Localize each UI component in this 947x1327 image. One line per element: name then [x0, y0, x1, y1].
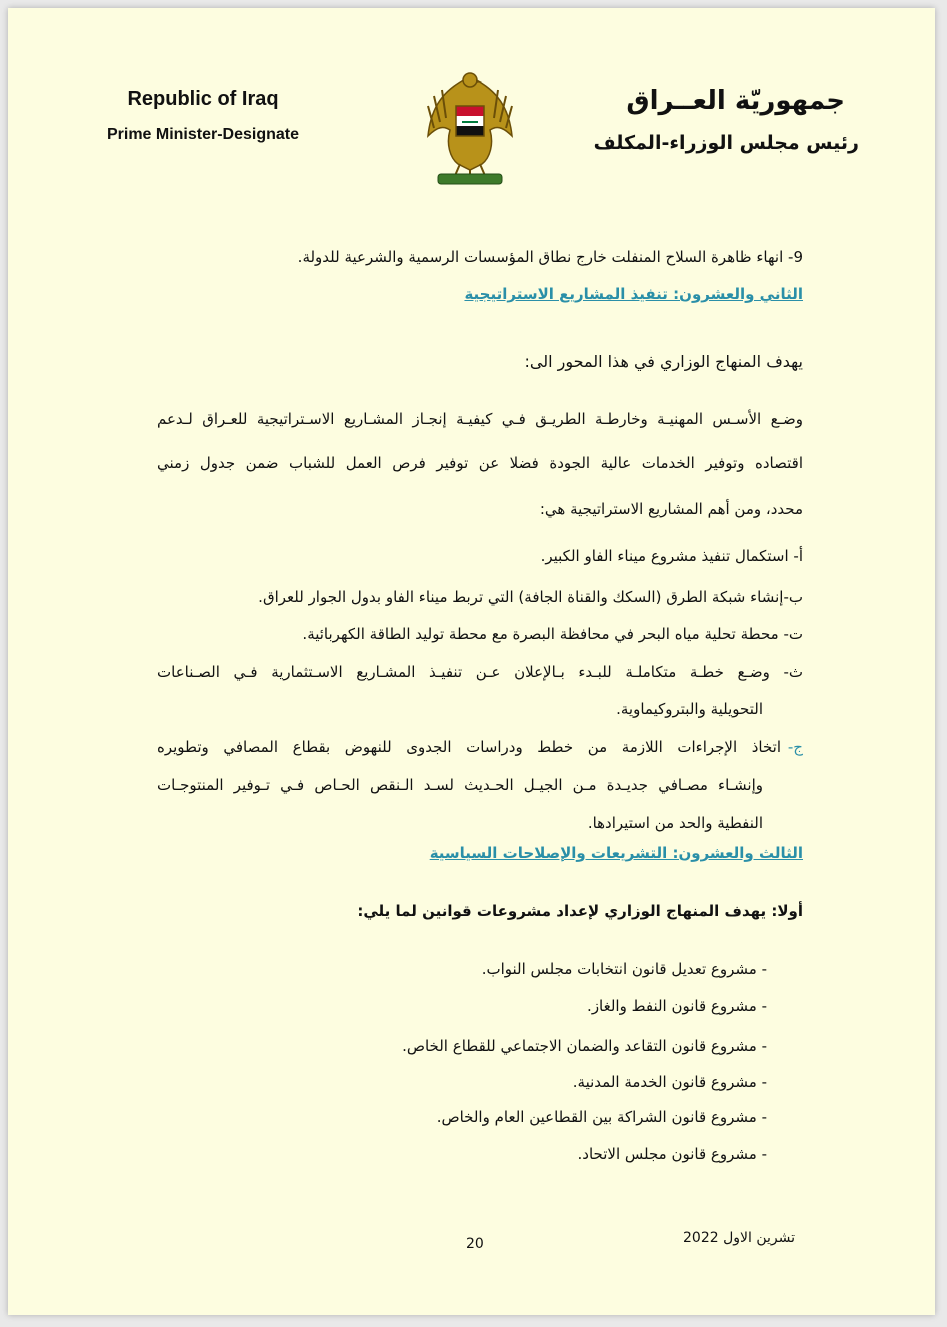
- law-item: - مشروع قانون التقاعد والضمان الاجتماعي للقطاع الخاص.: [402, 1037, 767, 1055]
- list-item-th-cont: التحويلية والبتروكيماوية.: [616, 700, 763, 718]
- footer-date: تشرين الاول 2022: [683, 1230, 796, 1246]
- list-item-j-cont: النفطية والحد من استيرادها.: [587, 814, 763, 832]
- item-9-line: 9- انهاء ظاهرة السلاح المنفلت خارج نطاق المؤسسات الرسمية والشرعية للدولة.: [297, 248, 803, 266]
- header-ar-title: جمهوريّة العــراق: [626, 86, 845, 116]
- paragraph-line: اقتصاده وتوفير الخدمات عالية الجودة فضلا عن توفير فرص العمل للشباب ضمن جدول زمني: [157, 454, 803, 472]
- header-en-subtitle: Prime Minister-Designate: [106, 126, 300, 143]
- section-22-heading: الثاني والعشرون: تنفيذ المشاريع الاستراتيجية: [464, 285, 803, 303]
- list-item-j-cont: وإنشـاء مصـافي جديـدة مـن الجيـل الحـديث لسـد الـنقص الحـاص فـي تـوفير المنتوجـات: [157, 776, 763, 794]
- list-item-t: ت- محطة تحلية مياه البحر في محافظة البصرة مع محطة توليد الطاقة الكهربائية.: [302, 625, 803, 643]
- law-item: - مشروع تعديل قانون انتخابات مجلس النواب.: [481, 960, 767, 978]
- law-item: - مشروع قانون الشراكة بين القطاعين العام والخاص.: [436, 1108, 767, 1126]
- list-item-b: ب-إنشاء شبكة الطرق (السكك والقناة الجافة) التي تربط ميناء الفاو بدول الجوار للعراق.: [258, 588, 803, 606]
- header-ar-subtitle: رئيس مجلس الوزراء-المكلف: [593, 132, 859, 154]
- section-23-first: أولا: يهدف المنهاج الوزاري لإعداد مشروعات قوانين لما يلي:: [357, 902, 803, 920]
- law-item: - مشروع قانون الخدمة المدنية.: [572, 1073, 767, 1091]
- section-23-heading: الثالث والعشرون: التشريعات والإصلاحات السياسية: [429, 844, 803, 862]
- page-number: 20: [466, 1236, 484, 1252]
- list-item-a: أ- استكمال تنفيذ مشروع ميناء الفاو الكبير.: [540, 547, 803, 565]
- law-item: - مشروع قانون النفط والغاز.: [587, 997, 767, 1015]
- document-page: [8, 8, 935, 1315]
- iraq-emblem-icon: [424, 66, 516, 190]
- law-item: - مشروع قانون مجلس الاتحاد.: [577, 1145, 767, 1163]
- list-item-th: ث- وضـع خطـة متكاملـة للبـدء بـالإعلان عـن تنفيـذ المشـاريع الاسـتثمارية فـي الصـناعات: [157, 663, 803, 681]
- paragraph-line: وضـع الأسـس المهنيـة وخارطـة الطريـق فـي كيفيـة إنجـاز المشـاريع الاسـتراتيجية للعـراق لـدعم: [157, 410, 803, 428]
- section-22-intro: يهدف المنهاج الوزاري في هذا المحور الى:: [524, 352, 803, 371]
- list-item-j-marker: ج-: [787, 738, 803, 756]
- paragraph-line: محدد، ومن أهم المشاريع الاستراتيجية هي:: [539, 500, 803, 518]
- header-en-title: Republic of Iraq: [127, 88, 279, 110]
- list-item-j: اتخاذ الإجراءات اللازمة من خطط ودراسات الجدوى للنهوض بقطاع المصافي وتطويره: [157, 738, 781, 756]
